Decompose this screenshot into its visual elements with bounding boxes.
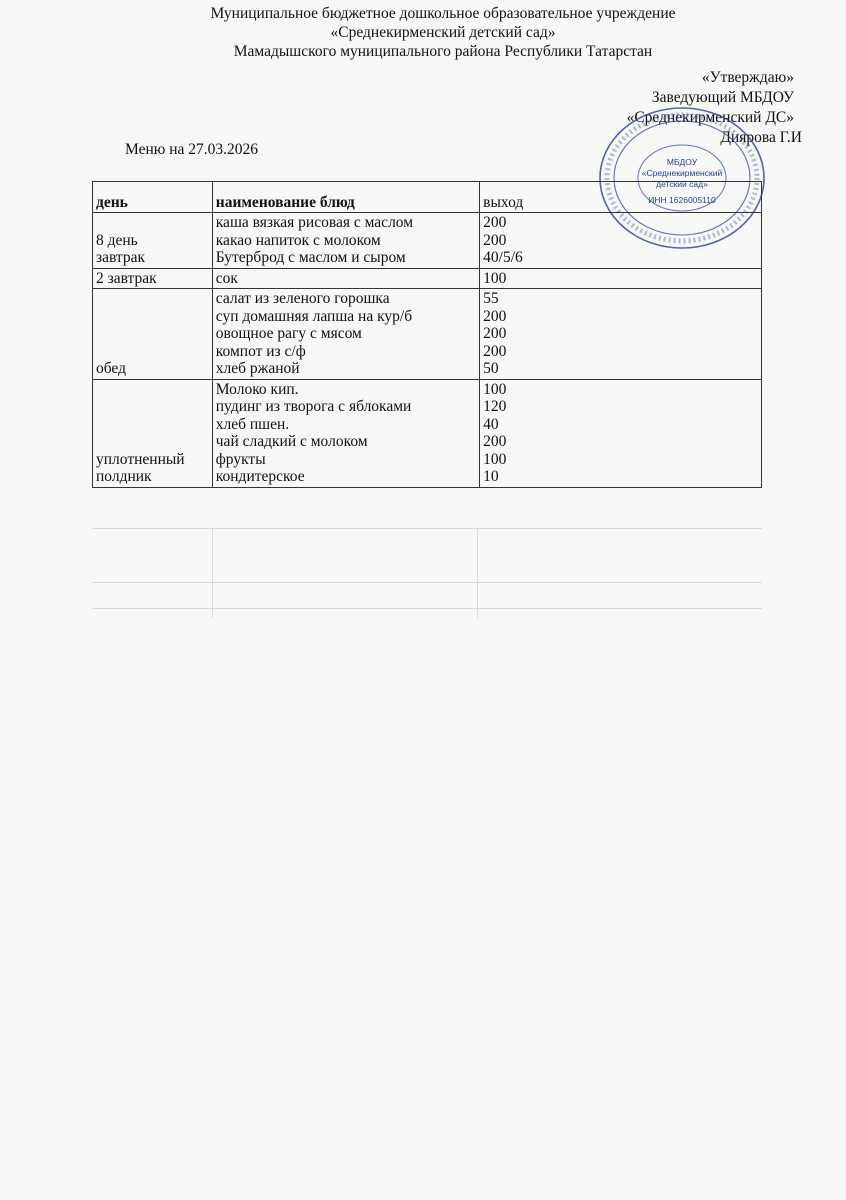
dish-yield: 120: [483, 398, 507, 415]
menu-header-row: [93, 182, 762, 213]
dish-name: суп домашняя лапша на кур/б: [215, 307, 413, 325]
dish-name-cell: [212, 213, 479, 269]
approval-signatory: Диярова Г.И: [720, 129, 802, 146]
menu-body: [93, 213, 762, 488]
menu-date: Меню на 27.03.2026: [125, 141, 259, 158]
dish-yield: 200: [483, 325, 507, 342]
dish-yield: 55: [483, 290, 499, 307]
approval-title: «Утверждаю»: [701, 69, 794, 86]
meal-label-cell: [93, 213, 213, 269]
meal-label: завтрак: [96, 249, 146, 266]
meal-label-cell: [93, 379, 213, 487]
menu-row: [93, 289, 762, 380]
bleed-rule: [92, 528, 762, 529]
meal-label-cell: [93, 268, 213, 289]
dish-yield-cell: [480, 268, 762, 289]
menu-table: [92, 181, 762, 488]
dish-yield: 200: [483, 231, 507, 249]
dish-name: сок: [215, 269, 238, 287]
bleed-rule: [92, 582, 762, 583]
dish-yield: 200: [483, 214, 507, 231]
approval-position: Заведующий МБДОУ: [651, 89, 794, 106]
dish-yield: 200: [483, 433, 507, 450]
dish-yield: 100: [483, 269, 507, 287]
menu-row: [93, 268, 762, 289]
dish-name: фрукты: [215, 450, 266, 468]
dish-name: хлеб ржаной: [215, 360, 300, 377]
dish-name-cell: [212, 268, 479, 289]
dish-yield: 200: [483, 307, 507, 325]
header-day: день: [93, 182, 213, 213]
dish-yield-cell: [480, 379, 762, 487]
dish-yield: 200: [483, 342, 507, 360]
approval-org: «Среднекирменский ДС»: [626, 109, 794, 126]
header-line-1: Муниципальное бюджетное дошкольное образовательное учреждение: [210, 5, 676, 22]
stamp-center-line-2: «Среднекирменский: [641, 168, 723, 178]
dish-name-cell: [212, 379, 479, 487]
dish-yield: 100: [483, 450, 507, 468]
stamp-inn: ИНН 1626005110: [648, 195, 716, 205]
dish-yield: 50: [483, 360, 499, 377]
bleed-rule: [92, 608, 762, 609]
dish-name: кондитерское: [215, 468, 305, 485]
meal-label: 8 день: [96, 231, 138, 249]
menu-row: [93, 379, 762, 487]
header-line-2: «Среднекирменский детский сад»: [330, 24, 556, 41]
dish-yield: 10: [483, 468, 499, 485]
dish-yield-cell: [480, 289, 762, 380]
dish-yield: 40/5/6: [483, 249, 523, 266]
meal-label: полдник: [96, 468, 152, 485]
dish-name: Бутерброд с маслом и сыром: [215, 249, 406, 266]
meal-label: уплотненный: [96, 450, 185, 468]
header-line-3: Мамадышского муниципального района Республики Татарстан: [233, 43, 653, 60]
meal-label-cell: [93, 289, 213, 380]
meal-label: обед: [96, 360, 126, 377]
dish-name: какао напиток с молоком: [215, 231, 381, 249]
dish-name: хлеб пшен.: [215, 415, 290, 433]
dish-name: чай сладкий с молоком: [215, 433, 368, 450]
dish-yield-cell: [480, 213, 762, 269]
stamp-center-line-1: МБДОУ: [666, 157, 698, 167]
dish-name: салат из зеленого горошка: [215, 290, 390, 307]
bleed-rule: [212, 528, 213, 618]
dish-name: Молоко кип.: [215, 380, 299, 398]
dish-yield: 100: [483, 380, 507, 398]
menu-row: [93, 213, 762, 269]
document-header: [0, 4, 846, 61]
bleed-rule: [477, 528, 478, 618]
dish-name-cell: [212, 289, 479, 380]
dish-name: овощное рагу с мясом: [215, 325, 362, 342]
dish-name: каша вязкая рисовая с маслом: [215, 214, 414, 231]
meal-label: 2 завтрак: [96, 269, 157, 287]
dish-yield: 40: [483, 415, 499, 433]
header-yield: выход: [480, 182, 762, 213]
dish-name: пудинг из творога с яблоками: [215, 398, 412, 415]
header-dish: наименование блюд: [212, 182, 479, 213]
stamp-center-line-3: детский сад»: [656, 179, 708, 189]
dish-name: компот из с/ф: [215, 342, 306, 360]
